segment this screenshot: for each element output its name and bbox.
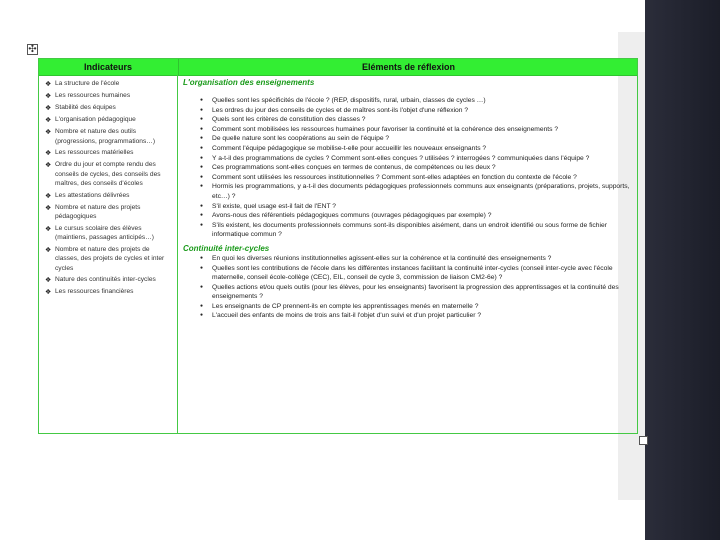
diamond-bullet-icon: ❖ <box>45 192 52 200</box>
organisation-bullet-list <box>183 96 633 240</box>
indicators-column <box>45 79 173 299</box>
indicator-text: Les ressources humaines <box>55 92 131 99</box>
indicators-table <box>38 58 638 434</box>
indicator-text: L'organisation pédagogique <box>55 116 136 123</box>
diamond-bullet-icon: ❖ <box>45 150 52 157</box>
organisation-question: ● S'il existe, quel usage est-il fait de l'ENT ? <box>183 202 633 212</box>
organisation-question: ● Quelles sont les spécificités de l'école ? (REP, dispositifs, rural, urbain, classes de cycles …) <box>183 96 633 106</box>
organisation-question: ● Les ordres du jour des conseils de cycles et de maîtres sont-ils l'objet d'une réflexion ? <box>183 106 633 116</box>
header-indicators: Indicateurs <box>83 62 132 72</box>
indicator-item <box>45 127 173 146</box>
diamond-bullet-icon: ❖ <box>45 162 52 169</box>
indicator-item <box>45 91 173 101</box>
diamond-bullet-icon: ❖ <box>45 129 52 136</box>
indicator-item <box>45 191 173 201</box>
indicator-item <box>45 103 173 113</box>
organisation-question: ● Ces programmations sont-elles conçues en termes de contenus, de compétences ou les deux ? <box>183 163 633 173</box>
indicator-item <box>45 160 173 189</box>
indicator-text: Nombre et nature des projets pédagogiques <box>55 203 141 220</box>
diamond-bullet-icon: ❖ <box>45 93 52 100</box>
indicator-item <box>45 203 173 222</box>
organisation-question: ● Y a-t-il des programmations de cycles ? Comment sont-elles conçues ? utilisées ? interrogées ? communiquées dans l'équipe ? <box>183 154 633 164</box>
continuite-question: ● Les enseignants de CP prennent-ils en compte les apprentissages menés en maternelle ? <box>183 302 633 312</box>
indicator-item <box>45 245 173 274</box>
indicator-text: Le cursus scolaire des élèves (maintiens, passages anticipés…) <box>55 224 154 241</box>
organisation-question: ● Comment l'équipe pédagogique se mobilise-t-elle pour accueillir les nouveaux enseignants ? <box>183 144 633 154</box>
organisation-question: ● De quelle nature sont les coopérations au sein de l'équipe ? <box>183 134 633 144</box>
column-divider <box>177 75 178 433</box>
diamond-bullet-icon: ❖ <box>45 225 52 233</box>
organisation-question: ● Comment sont utilisées les ressources institutionnelles ? Comment sont-elles adaptées en fonction du contexte de l'école ? <box>183 173 633 183</box>
continuite-question: ● Quelles sont les contributions de l'école dans les différentes instances facilitant la continuité inter-cycles (conseil inter-cycle avec l'école maternelle, conseil école-collège (CEC), EIL, conseil de cycle 3, commission de liaison CM2-6e) ? <box>183 264 633 283</box>
indicator-text: Les ressources matérielles <box>55 149 134 156</box>
diamond-bullet-icon: ❖ <box>45 204 52 212</box>
indicator-text: La structure de l'école <box>55 80 120 87</box>
indicator-text: Nombre et nature des projets de classes, des projets de cycles et inter cycles <box>55 245 165 272</box>
dark-side-panel <box>645 0 720 540</box>
indicator-text: Les ressources financières <box>55 288 134 295</box>
diamond-bullet-icon: ❖ <box>45 117 52 124</box>
indicator-item <box>45 287 173 297</box>
diamond-bullet-icon: ❖ <box>45 277 52 284</box>
indicator-item <box>45 148 173 158</box>
organisation-question: ● Avons-nous des référentiels pédagogiques communs (ouvrages pédagogiques par exemple) ? <box>183 211 633 221</box>
diamond-bullet-icon: ❖ <box>45 105 52 112</box>
indicator-text: Les attestations délivrées <box>55 191 130 199</box>
header-reflection-elements: Eléments de réflexion <box>178 59 638 75</box>
continuite-question: ● L'accueil des enfants de moins de trois ans fait-il l'objet d'un suivi et d'un projet particulier ? <box>183 311 633 321</box>
organisation-question: ● S'ils existent, les documents professionnels communs sont-ils disponibles aisément, dans un endroit identifié ou sous forme de fichier informatique commun ? <box>183 221 633 240</box>
indicator-text: Ordre du jour et compte rendu des conseils de cycles, des conseils des maîtres, des conseils d'écoles <box>55 161 161 187</box>
section-title-organisation: L'organisation des enseignements <box>183 78 315 87</box>
indicator-item <box>45 79 173 89</box>
table-move-handle-icon[interactable]: ✣ <box>28 44 37 55</box>
continuite-bullet-list <box>183 254 633 321</box>
continuite-question: ● Quelles actions et/ou quels outils (pour les élèves, pour les enseignants) favorisent la progression des apprentissages et la continuité des enseignements ? <box>183 283 633 302</box>
table-resize-handle-icon[interactable] <box>639 436 648 445</box>
reflection-column <box>183 77 633 321</box>
table-header-row <box>39 59 637 76</box>
indicator-item <box>45 275 173 285</box>
organisation-question: ● Comment sont mobilisées les ressources humaines pour favoriser la continuité et la cohérence des enseignements ? <box>183 125 633 135</box>
diamond-bullet-icon: ❖ <box>45 289 52 296</box>
organisation-question: ● Quels sont les critères de constitution des classes ? <box>183 115 633 125</box>
organisation-question: ● Hormis les programmations, y a-t-il des documents pédagogiques professionnels communs aux enseignants (préparations, projets, supports, etc…) ? <box>183 182 633 201</box>
diamond-bullet-icon: ❖ <box>45 81 52 88</box>
indicator-text: Stabilité des équipes <box>55 104 116 111</box>
section-title-continuite: Continuité inter-cycles <box>183 243 270 253</box>
indicator-item <box>45 224 173 243</box>
indicator-item <box>45 115 173 125</box>
continuite-question: ● En quoi les diverses réunions institutionnelles agissent-elles sur la cohérence et la continuité des enseignements ? <box>183 254 633 264</box>
indicator-text: Nature des continuités inter-cycles <box>55 276 156 283</box>
indicator-text: Nombre et nature des outils (progressions, programmations…) <box>55 128 156 145</box>
diamond-bullet-icon: ❖ <box>45 246 52 254</box>
